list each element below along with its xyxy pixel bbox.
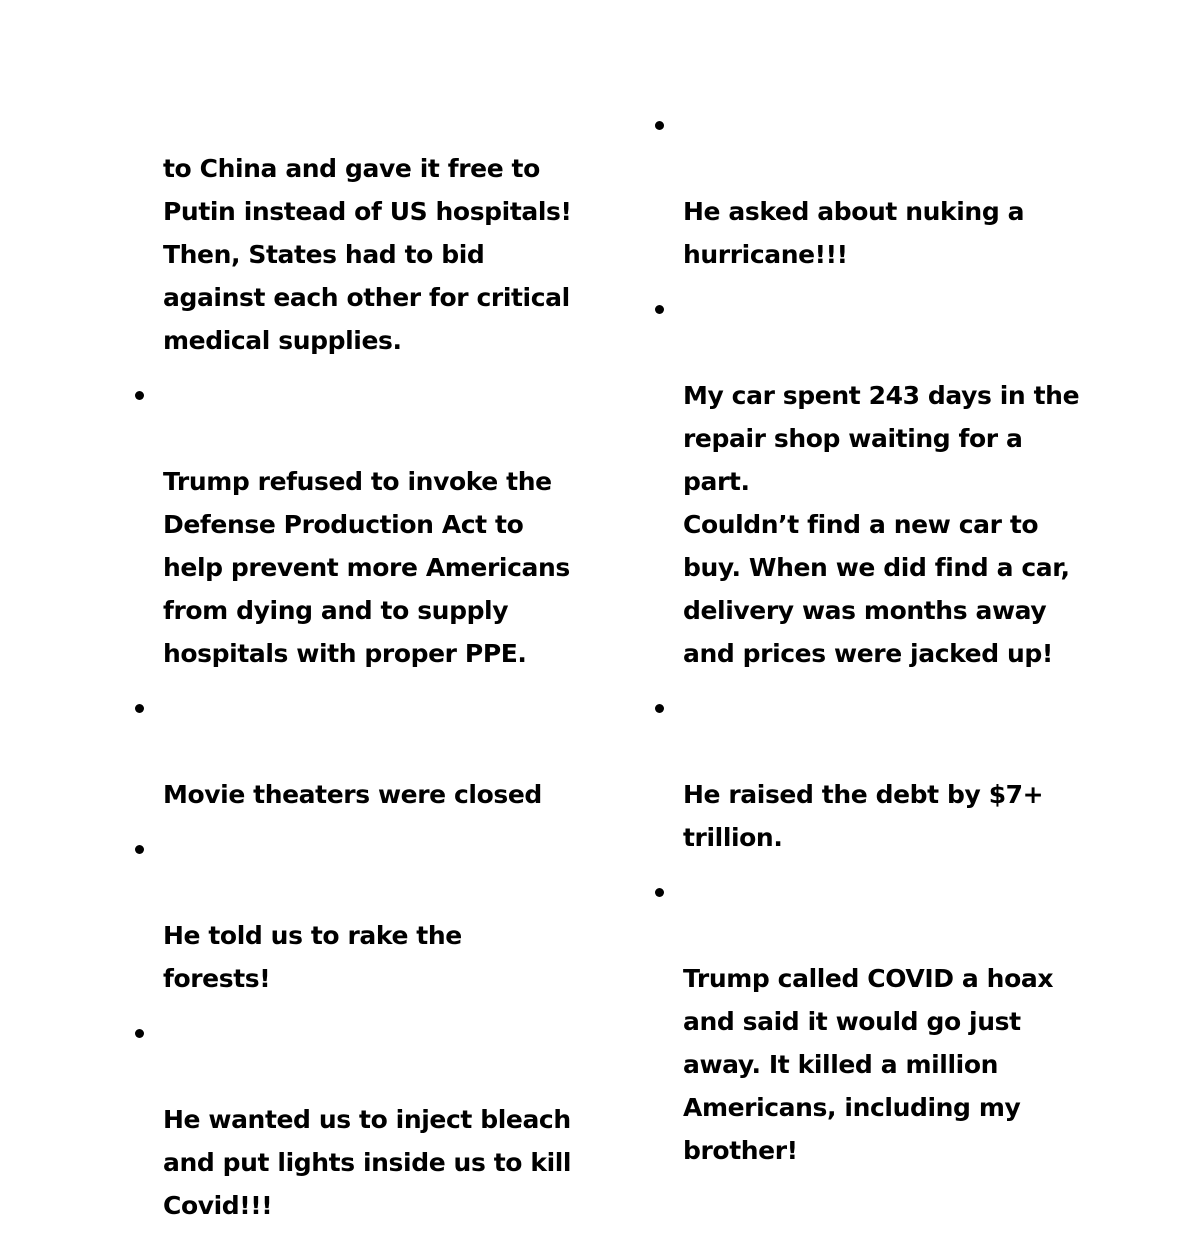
list-item-bleach — [132, 1012, 572, 1227]
list-item-text: Movie theaters were closed — [163, 780, 542, 809]
right-column — [652, 104, 1092, 1184]
list-item-text: Trump called COVID a hoax and said it would go just away. It killed a million Americans, including my brother! — [683, 964, 1054, 1165]
list-item-text: He told us to rake the forests! — [163, 921, 462, 993]
bullet-icon — [652, 104, 672, 147]
bullet-icon — [652, 687, 672, 730]
list-item-text: He asked about nuking a hurricane!!! — [683, 197, 1025, 269]
left-column — [132, 104, 572, 1239]
list-item-theaters — [132, 687, 572, 816]
list-item-forests — [132, 828, 572, 1000]
bullet-icon — [132, 1012, 152, 1055]
list-item-debt — [652, 687, 1092, 859]
list-item-text: My car spent 243 days in the repair shop waiting for a part. Couldn’t find a new car to buy. When we did find a car, delivery was months away and prices were jacked up! — [683, 381, 1080, 668]
list-item-text: Trump refused to invoke the Defense Production Act to help prevent more Americans from dying and to supply hospitals with proper PPE. — [163, 467, 570, 668]
bullet-icon — [652, 871, 672, 914]
list-item-text: He raised the debt by $7+ trillion. — [683, 780, 1044, 852]
continued-item-text: to China and gave it free to Putin instead of US hospitals! Then, States had to bid against each other for critical medical supplies. — [163, 154, 572, 355]
bullet-icon — [652, 288, 672, 331]
bullet-icon — [132, 374, 152, 417]
continued-list-item — [132, 104, 572, 362]
list-item-car — [652, 288, 1092, 675]
bullet-icon — [132, 687, 152, 730]
list-item-text: He wanted us to inject bleach and put lights inside us to kill Covid!!! — [163, 1105, 572, 1220]
bullet-icon — [132, 828, 152, 871]
list-item-hurricane — [652, 104, 1092, 276]
list-item-dpa — [132, 374, 572, 675]
list-item-covid — [652, 871, 1092, 1172]
